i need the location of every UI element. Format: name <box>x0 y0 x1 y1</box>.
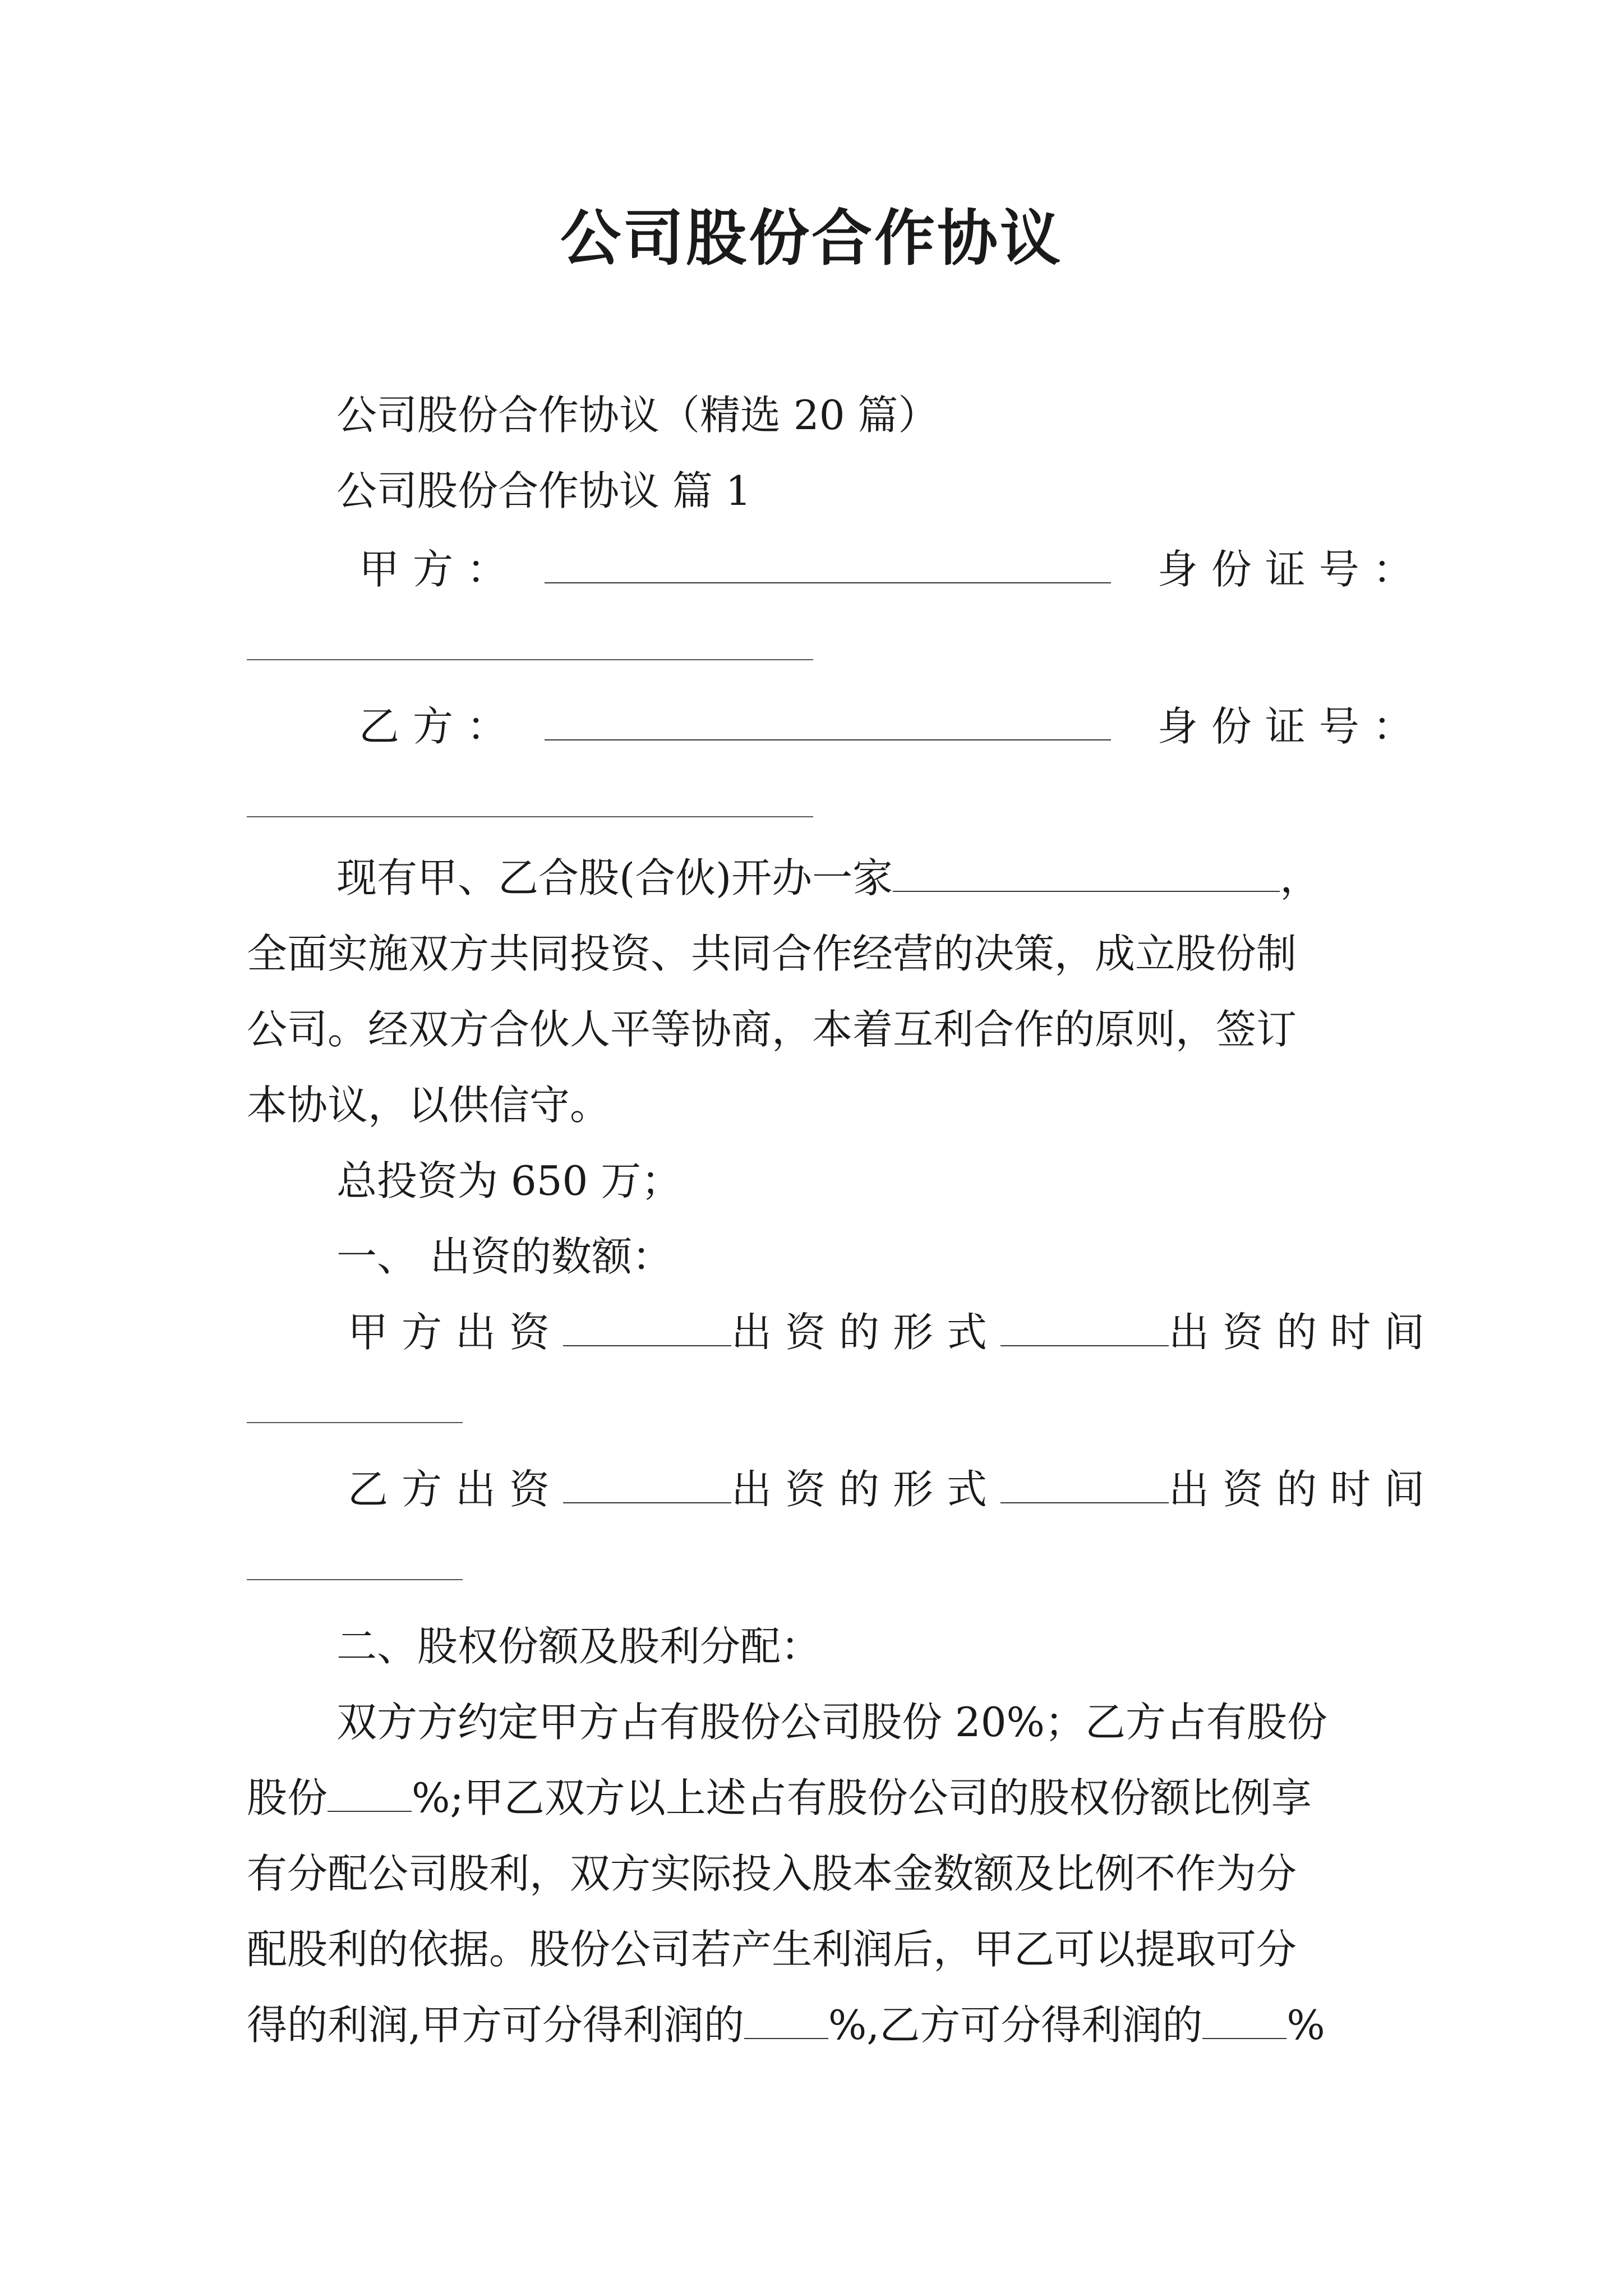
party-b-time-blank <box>247 1579 463 1580</box>
party-b-form-label: 出资的形式 <box>731 1466 1001 1513</box>
party-a-id-label: 身份证号： <box>1157 546 1427 593</box>
party-b-invest-label: 乙方出资 <box>348 1466 564 1513</box>
party-b-form-blank <box>1000 1463 1169 1503</box>
company-name-blank <box>893 852 1280 892</box>
party-a-id-blank <box>247 659 813 660</box>
party-a-label: 甲方： <box>359 546 521 593</box>
party-a-amount-blank <box>563 1306 731 1346</box>
document-title: 公司股份合作协议 <box>560 203 1063 274</box>
para1-line3: 公司。经双方合伙人平等协商，本着互利合作的原则，签订 <box>247 1006 1297 1053</box>
clause2-heading: 二、股权份额及股利分配： <box>336 1623 822 1670</box>
para1-line1-comma: ， <box>1280 854 1321 901</box>
party-a-form-label: 出资的形式 <box>731 1309 1001 1356</box>
party-b-name-blank <box>545 700 1111 740</box>
para2-line2 <box>247 1770 1385 1826</box>
party-b-profit-blank <box>1202 1999 1287 2039</box>
party-a-form-blank <box>1000 1306 1169 1346</box>
para1-line4: 本协议，以供信守。 <box>247 1082 611 1129</box>
party-b-invest-row <box>336 1461 1438 1517</box>
para2-line5-b: %,乙方可分得利润的 <box>828 2001 1203 2049</box>
document-subtitle: 公司股份合作协议（精选 20 篇） <box>336 392 939 439</box>
para2-line1: 双方方约定甲方占有股份公司股份 20%；乙方占有股份 <box>336 1699 1327 1746</box>
para1-line1 <box>336 850 1385 906</box>
para1-line2: 全面实施双方共同投资、共同合作经营的决策，成立股份制 <box>247 930 1297 977</box>
para2-line3: 有分配公司股利，双方实际投入股本金数额及比例不作为分 <box>247 1850 1297 1897</box>
party-b-amount-blank <box>563 1463 731 1503</box>
party-a-time-label: 出资的时间 <box>1169 1309 1438 1356</box>
para2-line2-post: %;甲乙双方以上述占有股份公司的股权份额比例享 <box>412 1774 1312 1821</box>
party-b-label: 乙方： <box>359 703 521 750</box>
party-a-name-blank <box>545 543 1111 583</box>
party-b-time-label: 出资的时间 <box>1169 1466 1438 1513</box>
clause1-heading: 一、 出资的数额： <box>336 1233 672 1280</box>
total-investment: 总投资为 650 万； <box>336 1157 682 1204</box>
party-a-time-blank <box>247 1422 463 1423</box>
para2-line4: 配股利的依据。股份公司若产生利润后，甲乙可以提取可分 <box>247 1926 1297 1973</box>
party-a-row <box>336 541 1427 597</box>
para2-line5-c: % <box>1287 2001 1325 2049</box>
party-b-id-blank <box>247 816 813 817</box>
party-b-row <box>336 698 1427 754</box>
party-a-profit-blank <box>744 1999 828 2039</box>
party-a-invest-row <box>336 1304 1438 1360</box>
party-b-id-label: 身份证号： <box>1157 703 1427 750</box>
party-b-share-blank <box>328 1772 412 1812</box>
para2-line5 <box>247 1997 1385 2053</box>
section-heading: 公司股份合作协议 篇 1 <box>336 467 751 514</box>
para2-line5-a: 得的利润,甲方可分得利润的 <box>247 2001 744 2049</box>
para1-line1-text: 现有甲、乙合股(合伙)开办一家 <box>336 854 893 901</box>
para2-line2-pre: 股份 <box>247 1774 328 1821</box>
party-a-invest-label: 甲方出资 <box>348 1309 564 1356</box>
